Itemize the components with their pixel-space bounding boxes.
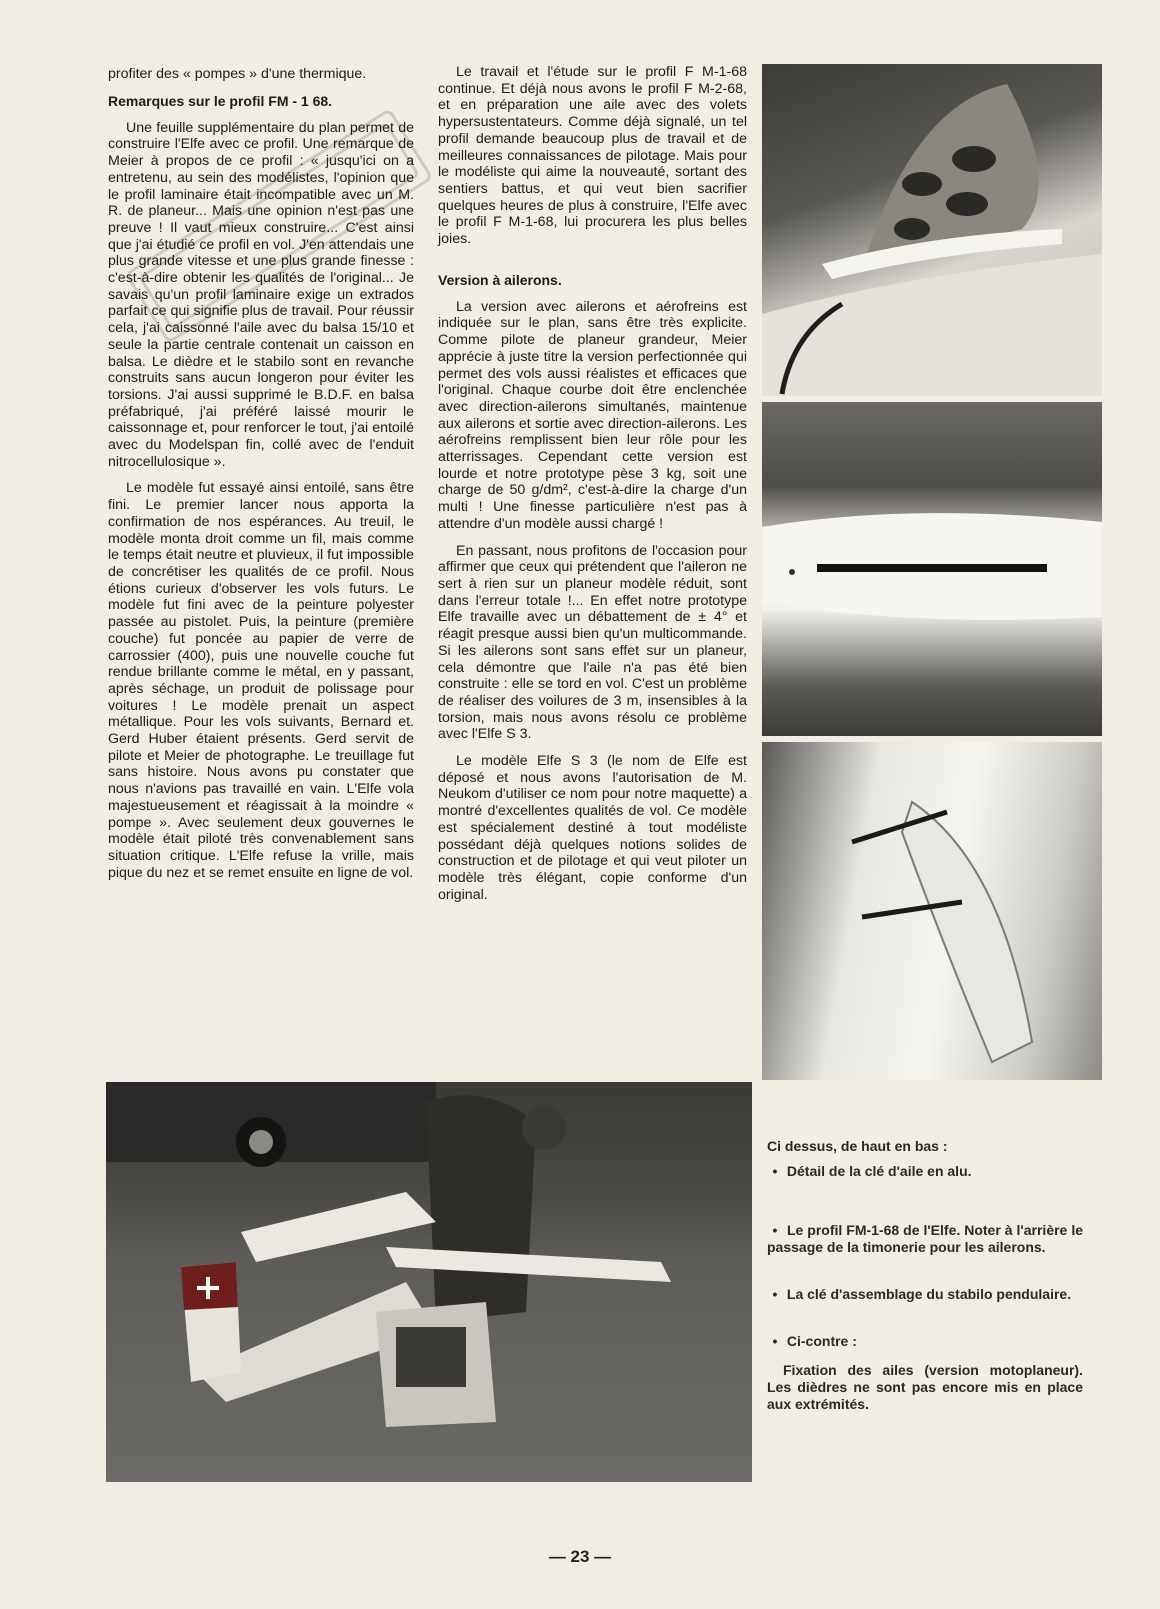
caption-4: Fixation des ailes (version motoplaneur). Les dièdres ne sont pas encore mis en place aux extrémités. <box>767 1362 1083 1412</box>
caption-heading: Ci dessus, de haut en bas : <box>767 1138 948 1154</box>
caption-3: • La clé d'assemblage du stabilo pendulaire. <box>767 1286 1083 1303</box>
paragraph: En passant, nous profitons de l'occasion pour affirmer que ceux qui prétendent que l'aileron ne sert à rien sur un planeur modèle réduit, sont dans l'erreur totale !... En effet notre prototype Elfe travaille avec un débattement de ± 4° et réagit presque aussi bien qu'un multicommande. Si les ailerons sont sans effet sur un planeur, cela démontre que l'aile n'a pas été bien construite : elle se tord en vol. C'est un problème de réaliser des voilures de 3 m, insensibles à la torsion, mais nous avons résolu ce problème avec l'Elfe S 3. <box>438 542 747 743</box>
photo-wing-assembly <box>106 1082 752 1482</box>
paragraph: Une feuille supplémentaire du plan permet de construire l'Elfe avec ce profil. Une remarque de Meier à propos de ce profil : « jusqu'ici on a entretenu, au sein des modélistes, l'opinion que le profil laminaire était incompatible avec un M. R. de planeur... Mais une opinion n'est pas une preuve ! Il vaut mieux construire... C'est ainsi que j'ai étudié ce profil en vol. J'en attendais une plus grande vitesse et une plus grande finesse : c'est-à-dire obtenir les qualités de l'original... Je savais qu'un profil laminaire exige un extrados parfait ce qui signifie plus de travail. Pour réussir cela, j'ai caissonné l'aile avec du balsa 15/10 et seule la partie centrale contenait un caisson en balsa. Le dièdre et le stabilo sont en revanche construits sans aucun longeron pour éviter les torsions. J'ai aussi supprimé le B.D.F. en balsa préfabriqué, j'ai préféré laissé mourir le caissonnage et, pour renforcer le tout, j'ai entoilé avec du Modelspan fin, collé avec de l'enduit nitrocellulosique ». <box>108 119 414 470</box>
photo-wing-key-detail <box>762 64 1102 396</box>
section-heading-ailerons: Version à ailerons. <box>438 271 562 288</box>
text-column-left <box>108 66 414 891</box>
caption-4-heading: • Ci-contre : <box>767 1333 1083 1350</box>
section-heading-profil: Remarques sur le profil FM - 1 68. <box>108 92 333 109</box>
paragraph: Le modèle Elfe S 3 (le nom de Elfe est déposé et nous avons l'autorisation de M. Neukom d'utiliser ce nom pour notre maquette) a montré d'excellentes qualités de vol. Ce modèle est spécialement destiné à tout modéliste possédant déjà quelques notions solides de construction et de pilotage et qui veut piloter un modèle très élégant, copie conforme d'un original. <box>438 753 747 903</box>
caption-2: • Le profil FM-1-68 de l'Elfe. Noter à l'arrière le passage de la timonerie pour les ailerons. <box>767 1222 1083 1255</box>
photo-captions <box>767 1138 1083 1413</box>
paragraph: Le travail et l'étude sur le profil F M-1-68 continue. Et déjà nous avons le profil F M-2-68, et en préparation une aile avec des volets hypersustentateurs. Comme déjà signalé, un tel profil demande beaucoup plus de travail et de meilleures connaissances de pilotage. Mais pour le modéliste qui aime la nouveauté, sortant des sentiers battus, et qui veut bien sacrifier quelques heures de plus à construire, l'Elfe avec le profil F M-1-68, lui procurera les plus belles joies. <box>438 64 747 248</box>
paragraph: La version avec ailerons et aérofreins est indiquée sur le plan, sans être très explicite. Comme pilote de planeur grandeur, Meier apprécie à juste titre la version perfectionnée qui permet des vols aussi réalistes et efficaces que l'original. Chaque courbe doit être enclenchée avec direction-ailerons simultanés, maintenue aux ailerons et sortie avec direction-ailerons. Les aérofreins remplissent bien leur rôle pour les atterrissages. Cependant cette version est lourde et notre prototype pèse 3 kg, soit une charge de 50 g/dm², c'est-à-dire la charge d'un multi ! Une finesse particulière n'est pas à attendre d'un modèle aussi chargé ! <box>438 298 747 532</box>
photo-stabilo-key <box>762 742 1102 1080</box>
profile-illustration <box>762 402 1102 736</box>
paragraph: Le modèle fut essayé ainsi entoilé, sans être fini. Le premier lancer nous apporta la confirmation de nos espérances. Au treuil, le modèle monta droit comme un fil, mais comme le temps était neutre et pluvieux, il fut impossible de concrétiser les qualités de ce profil. Nous étions curieux d'observer les vols futurs. Le modèle fut fini avec de la peinture polyester passée au pistolet. Puis, la peinture (première couche) fut poncée au papier de verre de carrossier (400), puis une nouvelle couche fut rendue brillante comme le métal, en y passant, après séchage, un produit de polissage pour voitures ! Le modèle prenait un aspect métallique. Pour les vols suivants, Bernard et. Gerd Huber étaient présents. Gerd servit de pilote et Meier de photographe. Le treuillage fut sans histoire. Nous avons pu constater que nous n'avions pas travaillé en vain. L'Elfe vola majestueusement et réagissait à la moindre « pompe ». Avec seulement deux gouvernes le modèle était piloté très convenablement sans situation critique. L'Elfe refuse la vrille, mais pique du nez et se remet ensuite en ligne de vol. <box>108 480 414 881</box>
wing-key-illustration <box>762 64 1102 396</box>
bullet-icon: • <box>772 1333 778 1349</box>
text-column-middle <box>438 64 747 913</box>
page-number: — 23 — <box>548 1547 612 1566</box>
caption-1: • Détail de la clé d'aile en alu. <box>767 1163 1083 1180</box>
bullet-icon: • <box>772 1163 778 1179</box>
bullet-icon: • <box>772 1222 778 1238</box>
photo-profile-fm-1-68 <box>762 402 1102 736</box>
model-glider-illustration <box>106 1082 752 1482</box>
bullet-icon: • <box>772 1286 778 1302</box>
stabilo-key-illustration <box>762 742 1102 1080</box>
paragraph-intro: profiter des « pompes » d'une thermique. <box>108 66 367 82</box>
